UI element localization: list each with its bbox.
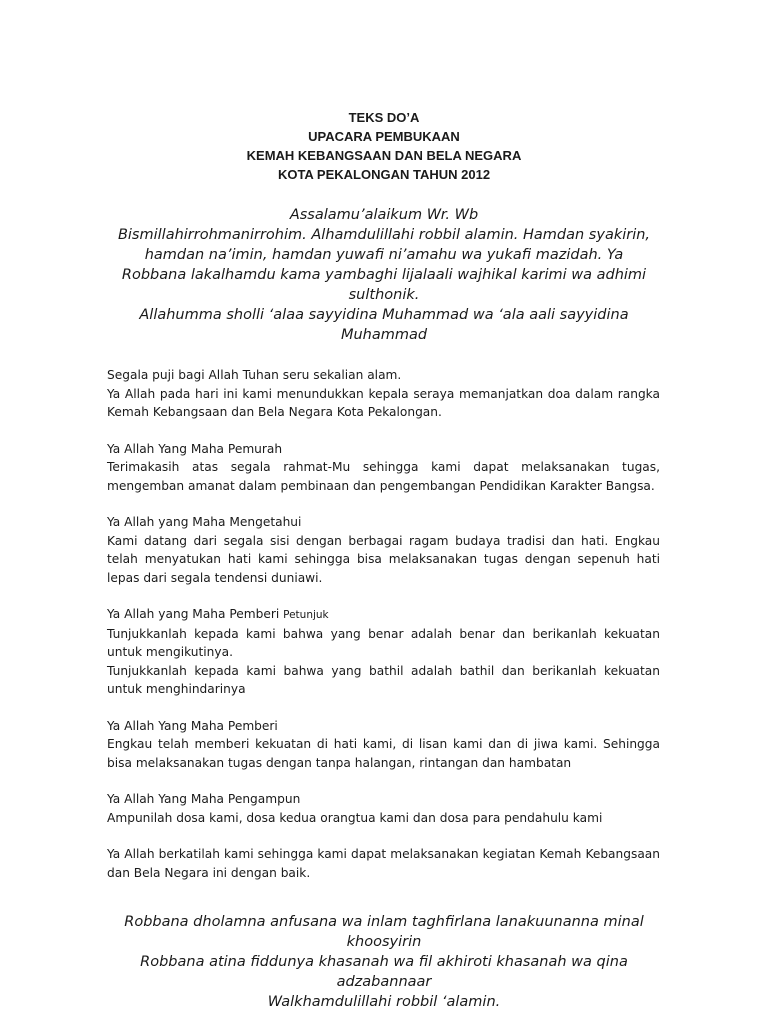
opening-line: sulthonik. — [348, 287, 420, 303]
paragraph-pemurah — [107, 440, 660, 496]
closing-line: adzabannaar — [336, 974, 432, 990]
paragraph-text: Ya Allah pada hari ini kami menundukkan kepala seraya memanjatkan doa dalam rangka Kemah Kebangsaan dan Bela Negara Kota Pekalongan. — [107, 386, 660, 419]
paragraph-heading: Ya Allah Yang Maha Pengampun — [107, 792, 301, 806]
paragraph-text: Segala puji bagi Allah Tuhan seru sekalian alam. — [107, 368, 402, 382]
closing-line: khoosyirin — [346, 934, 422, 950]
paragraph-praise — [107, 366, 660, 422]
heading-main: Ya Allah yang Maha Pemberi — [107, 607, 284, 621]
salam-line: Assalamu’alaikum Wr. Wb — [289, 207, 479, 223]
paragraph-text: Engkau telah memberi kekuatan di hati kami, di lisan kami dan di jiwa kami. Sehingga bisa melaksanakan tugas dengan tanpa halangan, rintangan dan hambatan — [107, 737, 660, 770]
paragraph-text: Ya Allah berkatilah kami sehingga kami dapat melaksanakan kegiatan Kemah Kebangsaan dan Bela Negara ini dengan baik. — [107, 847, 660, 880]
prayer-body — [107, 366, 660, 900]
paragraph-pemberi — [107, 717, 660, 773]
paragraph-text: Terimakasih atas segala rahmat-Mu sehingga kami dapat melaksanakan tugas, mengemban amanat dalam pembinaan dan pengembangan Pendidikan Karakter Bangsa. — [107, 460, 660, 493]
paragraph-heading: Ya Allah Yang Maha Pemurah — [107, 441, 283, 456]
title-line: KEMAH KEBANGSAAN DAN BELA NEGARA — [246, 148, 522, 163]
opening-line: Allahumma sholli ‘alaa sayyidina Muhammad wa ‘ala aali sayyidina — [139, 307, 629, 323]
heading-small: Petunjuk — [283, 609, 329, 621]
title-line: TEKS DO’A — [348, 110, 420, 125]
closing-line: Robbana atina fiddunya khasanah wa fil akhiroti khasanah wa qina — [140, 954, 628, 970]
paragraph-text: Tunjukkanlah kepada kami bahwa yang bathil adalah bathil dan berikanlah kekuatan untuk menghindarinya — [107, 663, 660, 696]
closing-line: Robbana dholamna anfusana wa inlam taghfirlana lanakuunanna minal — [124, 914, 644, 930]
opening-line: Bismillahirrohmanirrohim. Alhamdulillahi robbil alamin. Hamdan syakirin, — [117, 227, 651, 243]
paragraph-text: Ampunilah dosa kami, dosa kedua orangtua kami dan dosa para pendahulu kami — [107, 810, 603, 825]
paragraph-text: Tunjukkanlah kepada kami bahwa yang benar adalah benar dan berikanlah kekuatan untuk mengikutinya. — [107, 626, 660, 659]
opening-line: Muhammad — [340, 327, 428, 343]
paragraph-heading: Ya Allah Yang Maha Pemberi — [107, 718, 278, 733]
opening-line: Robbana lakalhamdu kama yambaghi lijalaali wajhikal karimi wa adhimi — [121, 267, 647, 283]
opening-prayer — [100, 205, 668, 345]
title-line: KOTA PEKALONGAN TAHUN 2012 — [277, 167, 491, 182]
closing-line: Walkhamdulillahi robbil ‘alamin. — [267, 994, 501, 1010]
paragraph-berkatilah — [107, 845, 660, 882]
paragraph-mengetahui — [107, 513, 660, 587]
opening-line: hamdan na’imin, hamdan yuwafi ni’amahu wa yukafi mazidah. Ya — [144, 247, 624, 263]
paragraph-heading — [107, 605, 660, 625]
paragraph-pengampun — [107, 790, 660, 827]
closing-prayer — [100, 912, 668, 1012]
paragraph-petunjuk — [107, 605, 660, 699]
document-title — [0, 108, 768, 184]
paragraph-text: Kami datang dari segala sisi dengan berbagai ragam budaya tradisi dan hati. Engkau telah menyatukan hati kami sehingga bisa melaksanakan tugas dengan sepenuh hati lepas dari segala tendensi duniawi. — [107, 533, 660, 585]
paragraph-heading: Ya Allah yang Maha Mengetahui — [107, 515, 302, 529]
title-line: UPACARA PEMBUKAAN — [308, 129, 460, 144]
